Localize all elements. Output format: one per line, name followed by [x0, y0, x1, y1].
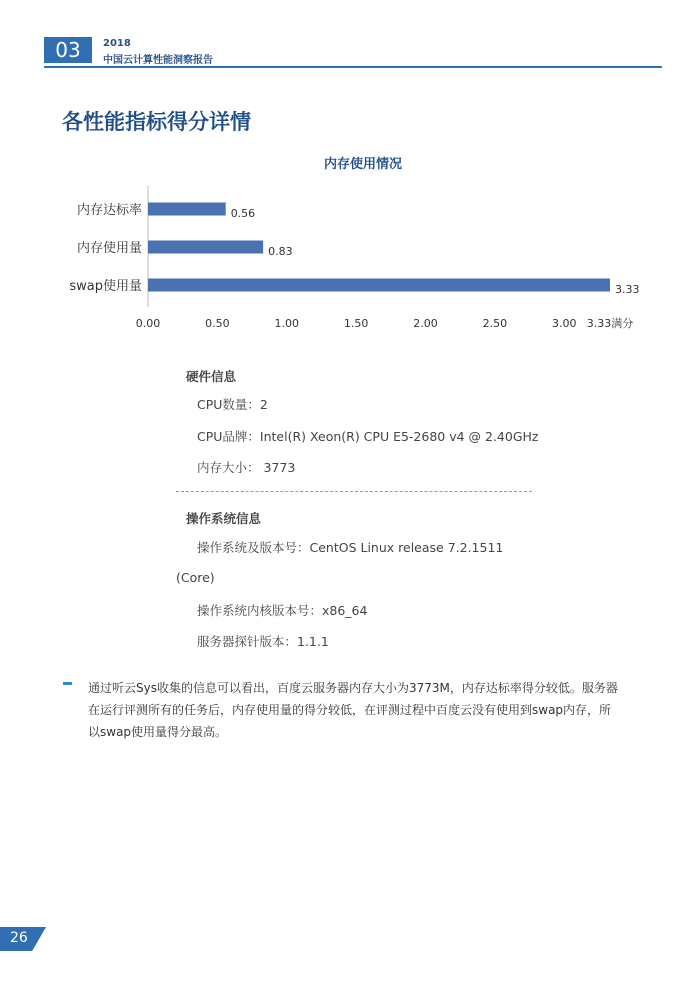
- hardware-heading: 硬件信息: [186, 369, 237, 384]
- bar-value-label: 0.56: [230, 207, 256, 220]
- kernel-version: 操作系统内核版本号：x86_64: [197, 603, 368, 618]
- memory-usage-bar-chart: [0, 150, 700, 340]
- category-label: 内存使用量: [76, 241, 142, 256]
- bar: [148, 279, 610, 292]
- x-tick-label: 0.00: [135, 317, 161, 330]
- os-heading: 操作系统信息: [186, 511, 262, 526]
- x-tick-label: 2.00: [413, 317, 438, 330]
- category-label: swap使用量: [69, 279, 142, 294]
- x-tick-label: 1.00: [274, 317, 299, 330]
- paragraph-line: 以swap使用量得分最高。: [88, 725, 228, 739]
- x-tick-label: 0.50: [205, 317, 230, 330]
- page-number: 26: [10, 930, 28, 946]
- bar-value-label: 0.83: [268, 245, 293, 258]
- bar: [148, 203, 226, 216]
- cpu-brand: CPU品牌：Intel(R) Xeon(R) CPU E5-2680 v4 @ 2.40GHz: [197, 429, 539, 444]
- x-tick-label: 3.33满分: [586, 317, 634, 330]
- paragraph-line: 通过听云Sys收集的信息可以看出，百度云服务器内存大小为3773M，内存达标率得分较低。服务器: [88, 681, 618, 695]
- dashed-divider: [176, 491, 532, 492]
- bar: [148, 241, 263, 254]
- report-title: 中国云计算性能洞察报告: [103, 55, 213, 66]
- x-tick-label: 2.50: [482, 317, 508, 330]
- x-tick-label: 3.00: [551, 317, 577, 330]
- chart-title: 内存使用情况: [323, 157, 403, 172]
- os-version-continued: (Core): [176, 570, 215, 585]
- bullet-marker: [63, 682, 72, 685]
- bar-value-label: 3.33: [615, 283, 640, 296]
- x-tick-label: 1.50: [343, 317, 369, 330]
- probe-version: 服务器探针版本：1.1.1: [197, 634, 329, 649]
- paragraph-line: 在运行评测所有的任务后，内存使用量的得分较低，在评测过程中百度云没有使用到swap内存，所: [88, 703, 612, 717]
- header-divider: [44, 66, 662, 68]
- memory-size: 内存大小： 3773: [197, 460, 296, 475]
- chapter-number: 03: [44, 37, 92, 63]
- cpu-count: CPU数量：2: [197, 397, 268, 412]
- category-label: 内存达标率: [76, 203, 142, 218]
- os-version: 操作系统及版本号：CentOS Linux release 7.2.1511: [197, 540, 504, 555]
- header-year: 2018: [103, 38, 131, 49]
- section-title: 各性能指标得分详情: [62, 110, 251, 134]
